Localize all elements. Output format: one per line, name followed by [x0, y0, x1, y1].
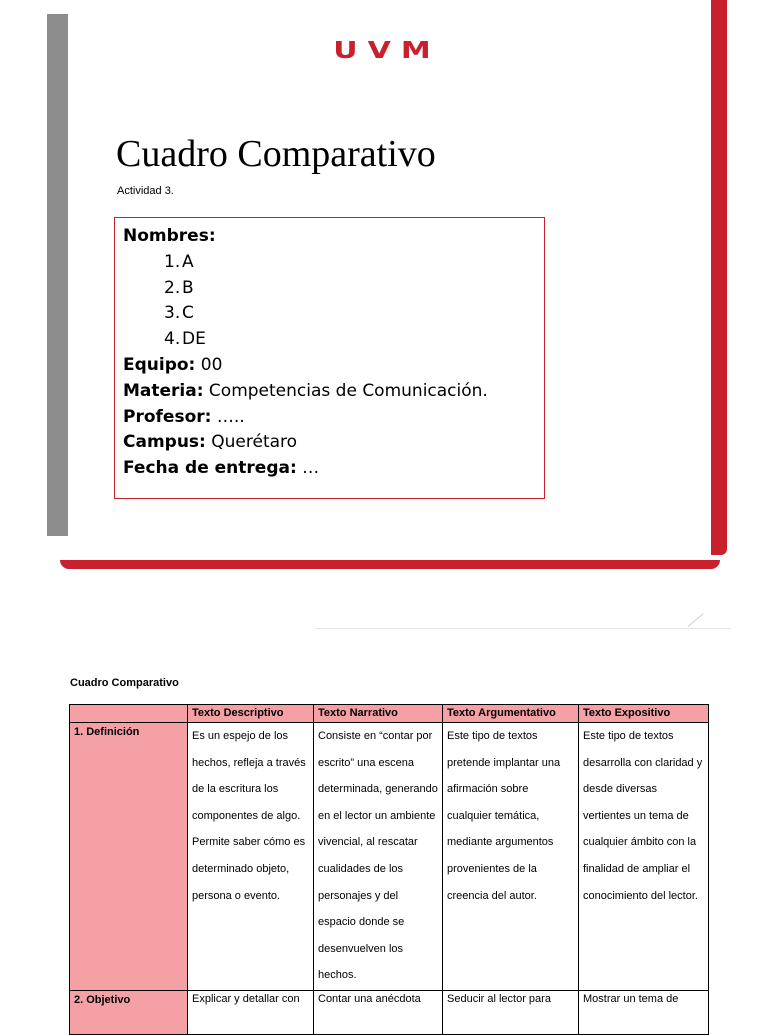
table-cell: Este tipo de textos desarrolla con claridad y desde diversas vertientes un tema de cualquier ámbito con la finalidad de ampliar el conocimiento del lector.	[579, 723, 709, 991]
list-item	[164, 250, 536, 276]
table-caption: Cuadro Comparativo	[70, 677, 179, 689]
list-number: 3.	[164, 303, 181, 324]
table-cell: Explicar y detallar con	[188, 990, 314, 1034]
column-header: Texto Descriptivo	[188, 705, 314, 723]
fecha-label: Fecha de entrega:	[123, 458, 297, 479]
fecha-value: …	[296, 458, 320, 479]
profesor-label: Profesor:	[123, 406, 212, 427]
materia-value: Competencias de Comunicación.	[203, 380, 488, 401]
logo-text: UVM	[333, 36, 441, 65]
student-info-box	[114, 217, 545, 499]
student-name: DE	[182, 329, 206, 350]
table-cell: Es un espejo de los hechos, refleja a través de la escritura los componentes de algo. Permite saber cómo es determinado objeto, persona o evento.	[188, 723, 314, 991]
page-separator	[316, 628, 731, 629]
page-title: Cuadro Comparativo	[116, 133, 436, 175]
cover-bottom-border	[60, 560, 720, 569]
table-cell: Contar una anécdota	[314, 990, 443, 1034]
table-cell: Este tipo de textos pretende implantar una afirmación sobre cualquier temática, mediante argumentos provenientes de la creencia del autor.	[443, 723, 579, 991]
column-header: Texto Expositivo	[579, 705, 709, 723]
table-row	[70, 723, 709, 991]
equipo-value: 00	[195, 354, 223, 375]
equipo-row	[123, 353, 536, 379]
profesor-row	[123, 405, 536, 431]
table-row	[70, 990, 709, 1034]
activity-subtitle: Actividad 3.	[117, 185, 174, 197]
table-cell: Seducir al lector para	[443, 990, 579, 1034]
student-name: C	[182, 303, 194, 324]
row-header: 2. Objetivo	[70, 990, 188, 1034]
list-number: 4.	[164, 329, 181, 350]
student-name: A	[182, 251, 194, 272]
materia-label: Materia:	[123, 380, 204, 401]
header-corner-cell	[70, 705, 188, 723]
student-name: B	[182, 277, 194, 298]
uvm-logo	[307, 37, 467, 65]
list-number: 2.	[164, 277, 181, 298]
names-list	[123, 250, 536, 353]
equipo-label: Equipo:	[123, 354, 196, 375]
table-header-row	[70, 705, 709, 723]
table-cell: Consiste en “contar por escrito” una escena determinada, generando en el lector un ambiente vivencial, al rescatar cualidades de los personajes y del espacio donde se desenvuelven los hechos.	[314, 723, 443, 991]
fecha-row	[123, 456, 536, 482]
cover-left-bar	[47, 14, 68, 536]
profesor-value: …..	[211, 406, 245, 427]
page-fold-mark	[688, 613, 704, 627]
column-header: Texto Narrativo	[314, 705, 443, 723]
cover-right-border	[711, 0, 727, 555]
campus-label: Campus:	[123, 432, 206, 453]
list-item	[164, 301, 536, 327]
row-header: 1. Definición	[70, 723, 188, 991]
list-item	[164, 327, 536, 353]
comparison-table	[69, 704, 709, 1035]
list-number: 1.	[164, 251, 181, 272]
campus-value: Querétaro	[205, 432, 298, 453]
table-cell: Mostrar un tema de	[579, 990, 709, 1034]
column-header: Texto Argumentativo	[443, 705, 579, 723]
nombres-label: Nombres:	[123, 226, 216, 246]
campus-row	[123, 430, 536, 456]
list-item	[164, 276, 536, 302]
materia-row	[123, 379, 536, 405]
